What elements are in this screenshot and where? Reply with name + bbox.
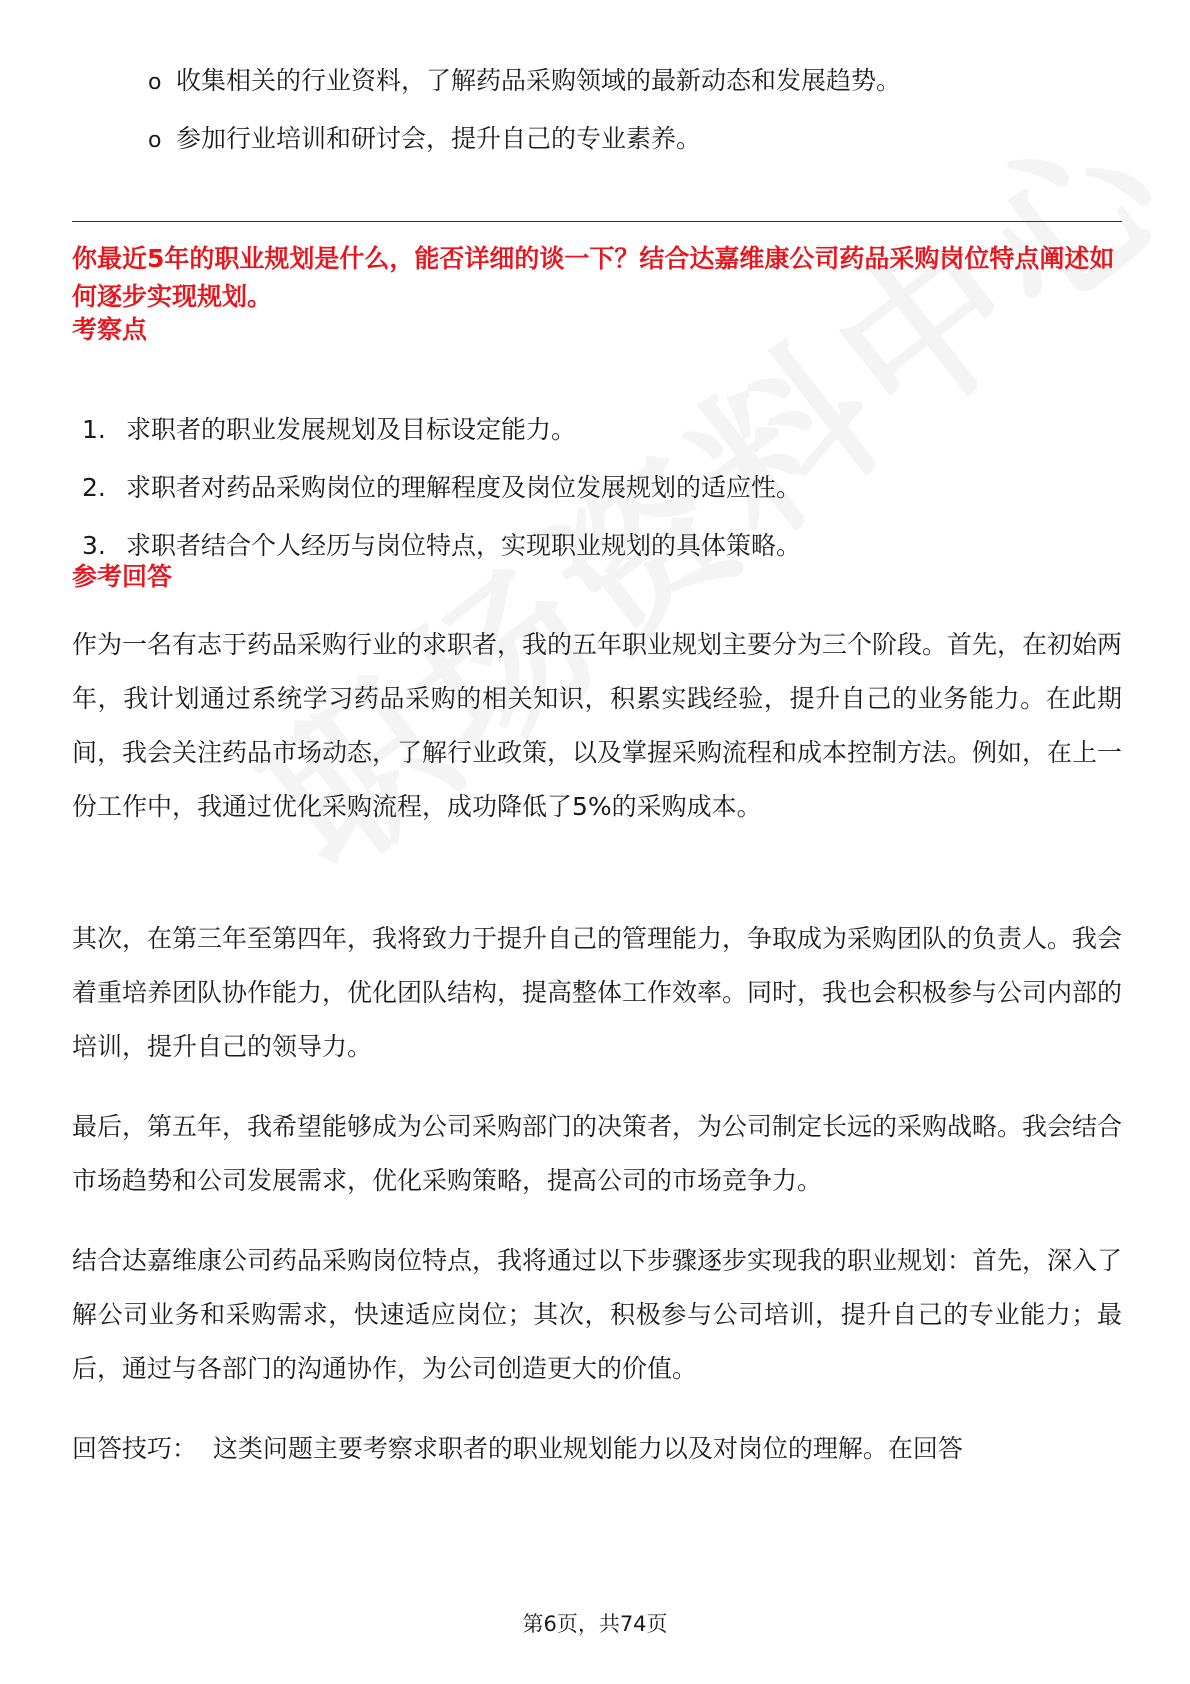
item-text: 求职者结合个人经历与岗位特点，实现职业规划的具体策略。 [126, 531, 802, 560]
page-number: 第6页，共74页 [522, 1612, 668, 1636]
item-text: 求职者的职业发展规划及目标设定能力。 [126, 415, 577, 444]
list-item [148, 118, 901, 176]
item-number: 3. [82, 531, 106, 560]
list-item [82, 526, 801, 584]
top-bullet-list [148, 60, 901, 176]
bullet-marker: o [148, 70, 162, 95]
exam-points-list [82, 410, 801, 584]
bullet-text: 收集相关的行业资料，了解药品采购领域的最新动态和发展趋势。 [176, 66, 902, 95]
item-text: 求职者对药品采购岗位的理解程度及岗位发展规划的适应性。 [126, 473, 802, 502]
answer-paragraph: 其次，在第三年至第四年，我将致力于提升自己的管理能力，争取成为采购团队的负责人。我会着重培养团队协作能力，优化团队结构，提高整体工作效率。同时，我也会积极参与公司内部的培训，提升自己的领导力。 [72, 924, 1123, 1061]
bullet-text: 参加行业培训和研讨会，提升自己的专业素养。 [176, 124, 702, 153]
item-number: 2. [82, 473, 106, 502]
exam-points-title: 考察点 [72, 315, 148, 344]
bullet-marker: o [148, 128, 162, 153]
question-heading: 你最近5年的职业规划是什么，能否详细的谈一下？结合达嘉维康公司药品采购岗位特点阐述如何逐步实现规划。 [72, 244, 1115, 311]
list-item [148, 60, 901, 118]
list-item [82, 410, 801, 468]
answer-paragraph: 作为一名有志于药品采购行业的求职者，我的五年职业规划主要分为三个阶段。首先，在初始两年，我计划通过系统学习药品采购的相关知识，积累实践经验，提升自己的业务能力。在此期间，我会关注药品市场动态，了解行业政策，以及掌握采购流程和成本控制方法。例如，在上一份工作中，我通过优化采购流程，成功降低了5%的采购成本。 [72, 630, 1123, 821]
item-number: 1. [82, 415, 106, 444]
reference-answer-title: 参考回答 [72, 562, 173, 591]
list-item [82, 468, 801, 526]
answer-tip: 回答技巧： 这类问题主要考察求职者的职业规划能力以及对岗位的理解。在回答 [72, 1434, 963, 1463]
answer-paragraph: 结合达嘉维康公司药品采购岗位特点，我将通过以下步骤逐步实现我的职业规划：首先，深入了解公司业务和采购需求，快速适应岗位；其次，积极参与公司培训，提升自己的专业能力；最后，通过与各部门的沟通协作，为公司创造更大的价值。 [72, 1246, 1123, 1383]
answer-paragraph: 最后，第五年，我希望能够成为公司采购部门的决策者，为公司制定长远的采购战略。我会结合市场趋势和公司发展需求，优化采购策略，提高公司的市场竞争力。 [72, 1112, 1123, 1195]
section-divider [72, 221, 1122, 222]
